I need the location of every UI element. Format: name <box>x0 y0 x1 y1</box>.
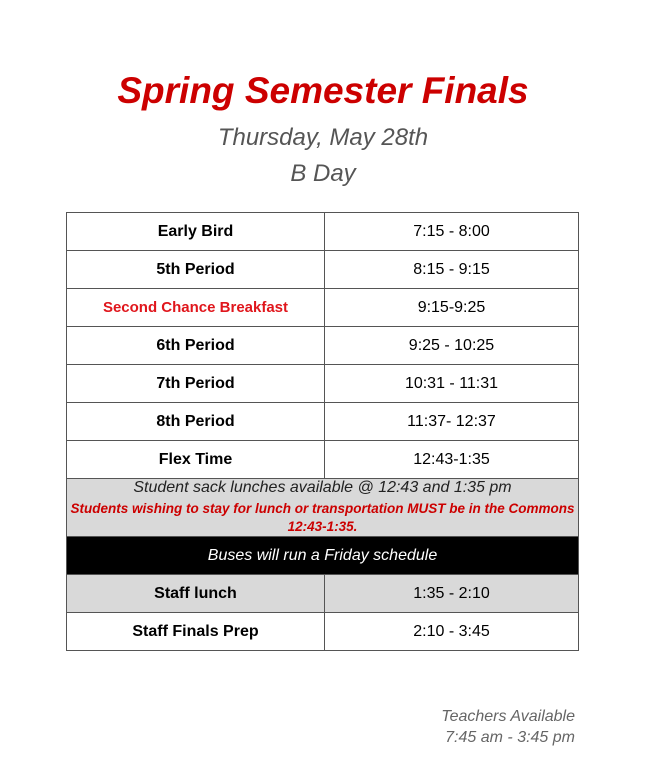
period-label: 8th Period <box>67 403 325 441</box>
staff-label: Staff Finals Prep <box>67 613 325 651</box>
lunch-note-row <box>67 479 579 537</box>
period-time: 10:31 - 11:31 <box>325 365 579 403</box>
staff-row <box>67 613 579 651</box>
schedule-row <box>67 403 579 441</box>
staff-row <box>67 575 579 613</box>
footer-line2: 7:45 am - 3:45 pm <box>445 729 575 746</box>
day-type-subtitle: B Day <box>290 160 356 187</box>
period-time: 9:25 - 10:25 <box>325 327 579 365</box>
lunch-note-main: Student sack lunches available @ 12:43 and 1:35 pm <box>133 479 512 496</box>
period-time: 9:15-9:25 <box>325 289 579 327</box>
period-label: Flex Time <box>67 441 325 479</box>
footer-line1: Teachers Available <box>441 708 575 725</box>
lunch-note-warning: Students wishing to stay for lunch or transportation MUST be in the Commons 12:43-1:35. <box>70 501 575 534</box>
period-label: 5th Period <box>67 251 325 289</box>
period-time: 8:15 - 9:15 <box>325 251 579 289</box>
staff-time: 1:35 - 2:10 <box>325 575 579 613</box>
period-label: Early Bird <box>67 213 325 251</box>
period-label: 7th Period <box>67 365 325 403</box>
period-time: 12:43-1:35 <box>325 441 579 479</box>
schedule-row <box>67 289 579 327</box>
period-label-highlight: Second Chance Breakfast <box>67 289 325 327</box>
period-label: 6th Period <box>67 327 325 365</box>
schedule-row <box>67 365 579 403</box>
schedule-row <box>67 441 579 479</box>
schedule-row <box>67 213 579 251</box>
schedule-table <box>66 212 579 651</box>
staff-time: 2:10 - 3:45 <box>325 613 579 651</box>
date-subtitle: Thursday, May 28th <box>217 124 429 151</box>
schedule-row <box>67 327 579 365</box>
period-time: 11:37- 12:37 <box>325 403 579 441</box>
staff-label: Staff lunch <box>67 575 325 613</box>
lunch-note <box>67 479 579 537</box>
teachers-available-note <box>441 706 575 748</box>
bus-note-row <box>67 537 579 575</box>
schedule-row <box>67 251 579 289</box>
bus-note: Buses will run a Friday schedule <box>67 537 579 575</box>
period-time: 7:15 - 8:00 <box>325 213 579 251</box>
page-title: Spring Semester Finals <box>117 70 529 111</box>
